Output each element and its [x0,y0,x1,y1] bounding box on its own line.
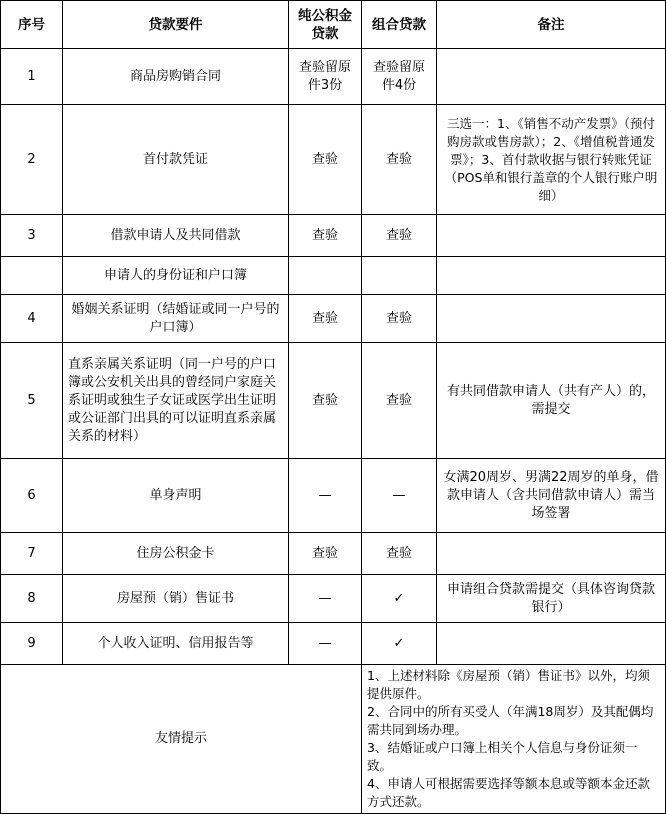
seq-cell: 6 [1,459,63,533]
seq-cell: 4 [1,295,63,343]
note-cell [437,49,666,105]
seq-cell: 9 [1,623,63,665]
combo-cell: 查验 [362,295,437,343]
combo-cell: — [362,459,437,533]
seq-cell: 2 [1,105,63,215]
table-row [1,575,666,623]
note-cell: 三选一：1、《销售不动产发票》（预付购房款或售房款）；2、《增值税普通发票》；3、首付款收据与银行转账凭证（POS单和银行盖章的个人银行账户明细） [437,105,666,215]
tip-item: 3、结婚证或户口簿上相关个人信息与身份证须一致。 [367,740,638,773]
combo-cell: 查验 [362,215,437,257]
table-row [1,623,666,665]
header-seq: 序号 [1,1,63,49]
requirement-cell: 住房公积金卡 [63,533,289,575]
note-cell [437,257,666,295]
requirement-cell: 借款申请人及共同借款 [63,215,289,257]
header-row [1,1,666,49]
seq-cell: 1 [1,49,63,105]
pure-fund-cell: 查验 [289,215,362,257]
pure-fund-cell: 查验 [289,105,362,215]
requirement-cell: 首付款凭证 [63,105,289,215]
combo-cell: 查验 [362,343,437,459]
pure-fund-cell: — [289,575,362,623]
table-row [1,49,666,105]
pure-fund-cell [289,257,362,295]
seq-cell: 7 [1,533,63,575]
seq-cell: 3 [1,215,63,257]
table-row [1,343,666,459]
combo-cell: 查验 [362,105,437,215]
tip-item: 4、申请人可根据需要选择等额本息或等额本金还款方式还款。 [367,776,650,809]
note-cell [437,623,666,665]
tip-item: 1、上述材料除《房屋预（销）售证书》以外，均须提供原件。 [367,668,650,701]
tips-row [1,665,666,814]
requirement-cell: 申请人的身份证和户口簿 [63,257,289,295]
seq-cell: 5 [1,343,63,459]
pure-fund-cell: — [289,623,362,665]
requirement-cell: 婚姻关系证明（结婚证或同一户号的户口簿） [63,295,289,343]
note-cell [437,295,666,343]
seq-cell: 8 [1,575,63,623]
combo-cell [362,257,437,295]
header-pure-fund: 纯公积金贷款 [289,1,362,49]
table-row [1,215,666,257]
pure-fund-cell: 查验 [289,295,362,343]
note-cell: 申请组合贷款需提交（具体咨询贷款银行） [437,575,666,623]
note-cell [437,533,666,575]
table-row [1,459,666,533]
header-note: 备注 [437,1,666,49]
combo-cell: ✓ [362,575,437,623]
combo-cell: 查验 [362,533,437,575]
tips-content [362,665,666,814]
requirement-cell: 房屋预（销）售证书 [63,575,289,623]
pure-fund-cell: — [289,459,362,533]
note-cell: 女满20周岁、男满22周岁的单身，借款申请人（含共同借款申请人）需当场签署 [437,459,666,533]
combo-cell: 查验留原件4份 [362,49,437,105]
combo-cell: ✓ [362,623,437,665]
table-row [1,105,666,215]
pure-fund-cell: 查验 [289,533,362,575]
requirement-cell: 商品房购销合同 [63,49,289,105]
table-row [1,533,666,575]
note-cell [437,215,666,257]
table-row [1,257,666,295]
header-requirement: 贷款要件 [63,1,289,49]
requirement-cell: 直系亲属关系证明（同一户号的户口簿或公安机关出具的曾经同户家庭关系证明或独生子女证或医学出生证明或公证部门出具的可以证明直系亲属关系的材料） [63,343,289,459]
header-combo: 组合贷款 [362,1,437,49]
note-cell: 有共同借款申请人（共有产人）的，需提交 [437,343,666,459]
tips-label: 友情提示 [1,665,362,814]
pure-fund-cell: 查验留原件3份 [289,49,362,105]
requirement-cell: 单身声明 [63,459,289,533]
seq-cell [1,257,63,295]
requirement-cell: 个人收入证明、信用报告等 [63,623,289,665]
pure-fund-cell: 查验 [289,343,362,459]
table-row [1,295,666,343]
tip-item: 2、合同中的所有买受人（年满18周岁）及其配偶均需共同到场办理。 [367,704,654,737]
